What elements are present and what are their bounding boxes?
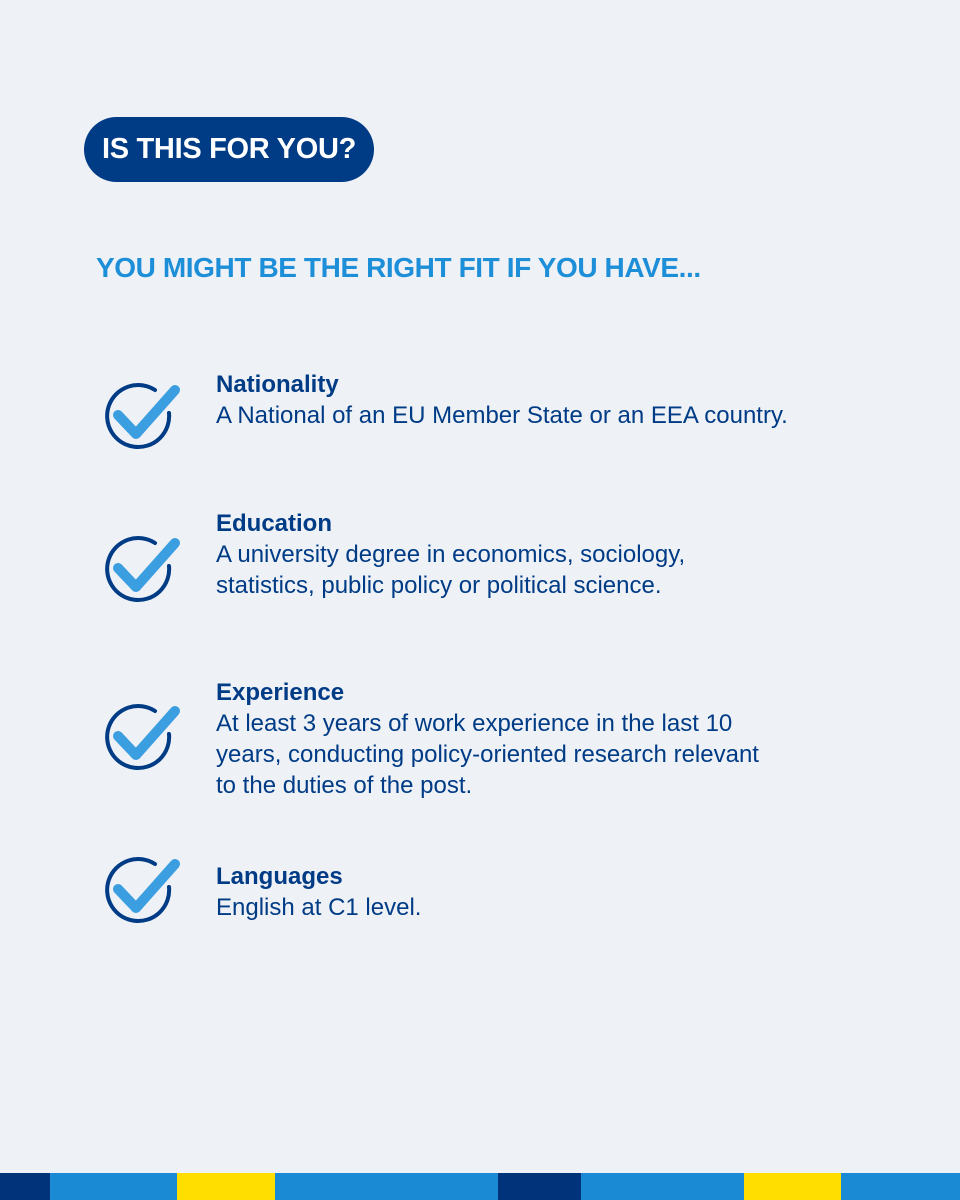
criterion-description: A university degree in economics, sociology, statistics, public policy or political science.	[216, 541, 686, 599]
criterion-title: Experience	[216, 679, 345, 706]
criterion-description: English at C1 level.	[216, 894, 422, 921]
check-circle-icon	[100, 377, 182, 459]
stripe-segment-blue	[50, 1173, 177, 1200]
stripe-segment-yellow	[177, 1173, 275, 1200]
criterion-description: At least 3 years of work experience in the last 10 years, conducting policy-oriented research relevant to the duties of the post.	[216, 710, 759, 799]
criterion-title: Nationality	[216, 371, 339, 398]
section-badge: IS THIS FOR YOU?	[84, 117, 374, 182]
stripe-segment-blue	[841, 1173, 960, 1200]
criterion-description: A National of an EU Member State or an EEA country.	[216, 402, 788, 429]
stripe-segment-navy	[0, 1173, 50, 1200]
stripe-segment-navy	[498, 1173, 581, 1200]
check-circle-icon	[100, 530, 182, 612]
criterion-title: Languages	[216, 863, 343, 890]
color-stripe	[0, 1173, 960, 1200]
criterion-title: Education	[216, 510, 333, 537]
check-circle-icon	[100, 698, 182, 780]
stripe-segment-blue	[581, 1173, 744, 1200]
stripe-segment-yellow	[744, 1173, 841, 1200]
section-subtitle: YOU MIGHT BE THE RIGHT FIT IF YOU HAVE...	[96, 252, 701, 283]
stripe-segment-blue	[275, 1173, 498, 1200]
check-circle-icon	[100, 851, 182, 933]
